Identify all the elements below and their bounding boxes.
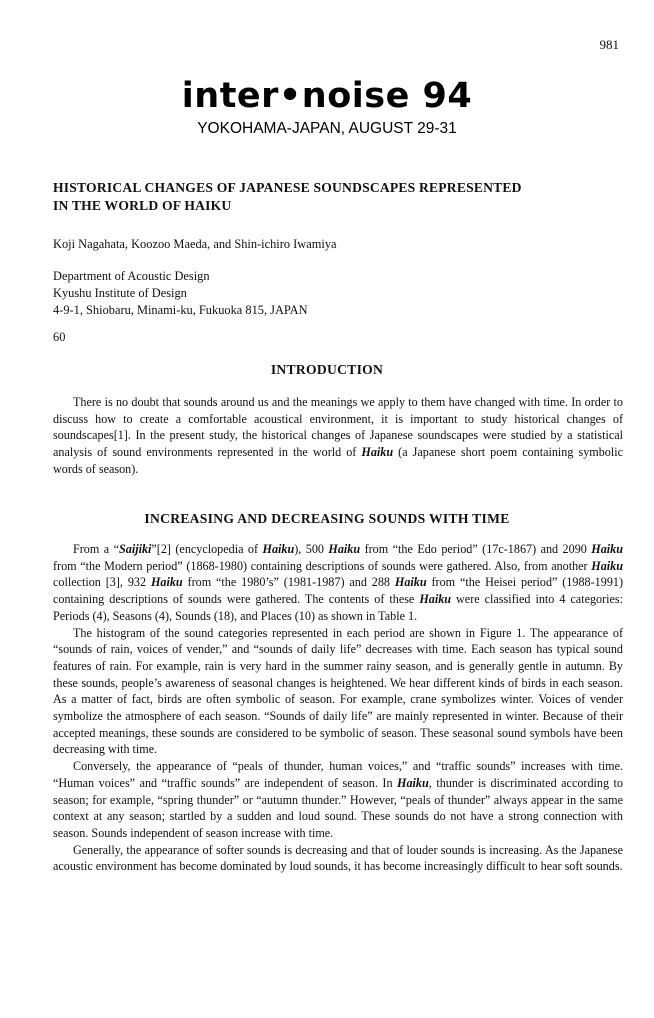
paragraph: From a “Saijiki”[2] (encyclopedia of Haiku), 500 Haiku from “the Edo period” (17c-1867) and 2090 Haiku from “the Modern period” (1868-1980) containing descriptions of sounds were gathered. Also, from another Haiku collection [3], 932 Haiku from “the 1980’s” (1981-1987) and 288 Haiku from “the Heisei period” (1988-1991) containing descriptions of sounds were gathered. The contents of these Haiku were classified into 4 categories: Periods (4), Seasons (4), Sounds (18), and Places (10) as shown in Table 1.: [53, 542, 624, 623]
affiliation: [53, 268, 308, 319]
introduction-text: [53, 394, 623, 478]
affiliation-line: 4-9-1, Shiobaru, Minami-ku, Fukuoka 815, JAPAN: [53, 303, 308, 317]
author-list: Koji Nagahata, Koozoo Maeda, and Shin-ichiro Iwamiya: [53, 237, 337, 251]
conference-subtitle: YOKOHAMA-JAPAN, AUGUST 29-31: [197, 120, 457, 137]
paper-title: [53, 179, 633, 215]
sounds-section-heading: INCREASING AND DECREASING SOUNDS WITH TIME: [144, 511, 510, 526]
introduction-heading: INTRODUCTION: [270, 362, 384, 377]
paper-code: 60: [53, 330, 66, 344]
paragraph: Conversely, the appearance of “peals of thunder, human voices,” and “traffic sounds” increases with time. “Human voices” and “traffic sounds” are independent of season. In Haiku, thunder is discriminated according to season; for example, “spring thunder” or “autumn thunder.” However, “peals of thunder” always appear in the same context at any season; startled by a sudden and loud sound. These sounds do not have a strong connection with season. Sounds independent of season increase with time.: [53, 759, 623, 840]
page-number: 981: [599, 37, 619, 52]
paragraph: There is no doubt that sounds around us and the meanings we apply to them have changed with time. In order to discuss how to create a comfortable acoustical environment, it is important to study historical changes of soundscapes[1]. In the present study, the historical changes of Japanese soundscapes were studied by a statistical analysis of sound environments represented in the world of Haiku (a Japanese short poem containing symbolic words of season).: [53, 395, 623, 476]
sounds-section-text: [53, 541, 623, 875]
affiliation-line: Kyushu Institute of Design: [53, 286, 187, 300]
title-line-1: HISTORICAL CHANGES OF JAPANESE SOUNDSCAPES REPRESENTED: [53, 180, 522, 195]
conference-logo: inter•noise 94: [181, 76, 473, 116]
affiliation-line: Department of Acoustic Design: [53, 269, 210, 283]
paragraph: The histogram of the sound categories represented in each period are shown in Figure 1. The appearance of “sounds of rain, voices of vender,” and “sounds of daily life” decreases with time. Each season has typical sound features of rain. For example, rain is very hard in the summer rainy season, and is generally gentle in autumn. By these sounds, people’s awareness of seasonal changes is heightened. We hear different kinds of birds in each season. As a matter of fact, birds are often symbolic of season. For example, crane symbolizes winter. Voices of vender symbolize the atmosphere of each season. “Sounds of daily life” are mainly represented in winter. Because of their accepted meanings, these sounds are considered to be symbolic of season. These seasonal sound symbols have been decreasing with time.: [53, 625, 623, 757]
title-line-2: IN THE WORLD OF HAIKU: [53, 198, 232, 213]
paragraph: Generally, the appearance of softer sounds is decreasing and that of louder sounds is increasing. As the Japanese acoustic environment has become dominated by loud sounds, it has become increasingly difficult to hear soft sounds.: [53, 842, 623, 874]
